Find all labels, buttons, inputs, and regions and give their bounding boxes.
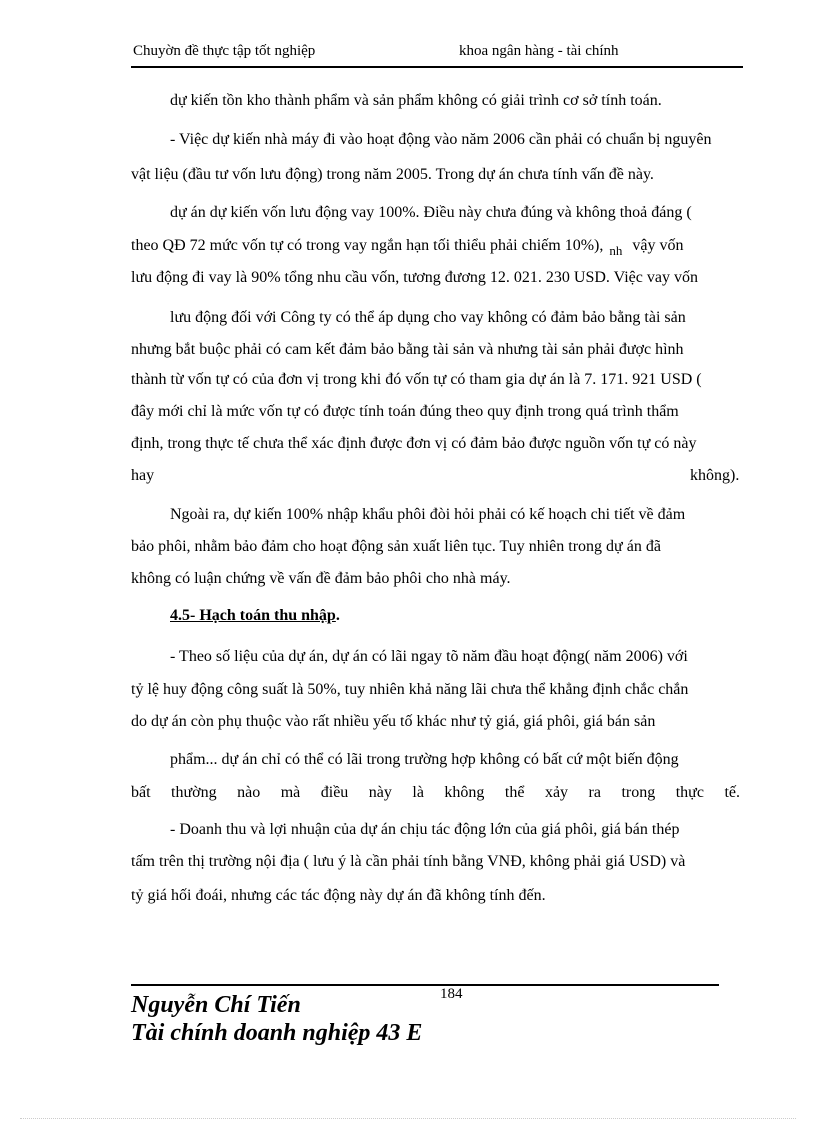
page-number: 184 (440, 986, 463, 1002)
text-line: - Theo số liệu của dự án, dự án có lãi ngay tõ năm đầu hoạt động( năm 2006) với (170, 648, 688, 665)
text-line: bảo phôi, nhằm bảo đảm cho hoạt động sản xuất liên tục. Tuy nhiên trong dự án đã (131, 538, 661, 555)
text-line: vật liệu (đầu tư vốn lưu động) trong năm 2005. Trong dự án chưa tính vấn đề này. (131, 166, 654, 183)
text-line: không). (690, 467, 740, 484)
text-segment: vậy vốn (632, 237, 684, 254)
text-line: tỷ giá hối đoái, nhưng các tác động này dự án đã không tính đến. (131, 887, 546, 904)
text-line: định, trong thực tế chưa thể xác định được đơn vị có đảm bảo được nguồn vốn tự có này (131, 435, 697, 452)
text-line: lưu động đi vay là 90% tổng nhu cầu vốn, tương đương 12. 021. 230 USD. Việc vay vốn (131, 269, 698, 286)
header-department: khoa ngân hàng - tài chính (459, 43, 619, 59)
footer-class: Tài chính doanh nghiệp 43 E (131, 1020, 423, 1046)
text-line: tỷ lệ huy động công suất là 50%, tuy nhiên khả năng lãi chưa thể khẳng định chắc chắn (131, 681, 689, 698)
text-line: đây mới chỉ là mức vốn tự có được tính toán đúng theo quy định trong quá trình thẩm (131, 403, 679, 420)
text-line: - Doanh thu và lợi nhuận của dự án chịu tác động lớn của giá phôi, giá bán thép (170, 821, 680, 838)
section-heading-text: 4.5- Hạch toán thu nhập (170, 607, 336, 624)
text-line: Ngoài ra, dự kiến 100% nhập khẩu phôi đòi hỏi phải có kế hoạch chi tiết về đảm (170, 506, 686, 523)
text-segment-sub: nh (609, 243, 623, 258)
text-line: phẩm... dự án chỉ có thể có lãi trong trường hợp không có bất cứ một biến động (170, 751, 679, 768)
section-heading (170, 607, 340, 625)
footer-author: Nguyễn Chí Tiến (131, 992, 301, 1018)
text-line: bất thường nào mà điều này là không thể xảy ra trong thực tế. (131, 784, 740, 801)
header-title: Chuyờn đề thực tập tốt nghiệp (133, 43, 316, 59)
text-line: nhưng bắt buộc phải có cam kết đảm bảo bằng tài sản và nhưng tài sản phải được hình (131, 341, 684, 358)
text-line: hay (131, 467, 155, 484)
text-line: tấm trên thị trường nội địa ( lưu ý là cần phải tính bằng VNĐ, không phải giá USD) và (131, 853, 686, 870)
text-line: dự án dự kiến vốn lưu động vay 100%. Điều này chưa đúng và không thoả đáng ( (170, 204, 692, 221)
footer-divider (131, 984, 719, 986)
text-line-with-sub (131, 236, 683, 256)
text-line: lưu động đối với Công ty có thể áp dụng cho vay không có đảm bảo bằng tài sản (170, 309, 686, 326)
text-line: dự kiến tồn kho thành phẩm và sản phẩm không có giải trình cơ sở tính toán. (170, 92, 662, 109)
text-line: - Việc dự kiến nhà máy đi vào hoạt động vào năm 2006 cần phải có chuẩn bị nguyên (170, 131, 712, 148)
text-line: không có luận chứng về vấn đề đảm bảo phôi cho nhà máy. (131, 570, 511, 587)
text-segment: theo QĐ 72 mức vốn tự có trong vay ngắn hạn tối thiểu phải chiếm 10%), (131, 237, 604, 254)
page-header (131, 40, 743, 68)
section-heading-dot: . (335, 607, 340, 624)
text-line: do dự án còn phụ thuộc vào rất nhiều yếu tố khác như tỷ giá, giá phôi, giá bán sản (131, 713, 656, 730)
page-bottom-rule (20, 1118, 796, 1119)
text-line: thành từ vốn tự có của đơn vị trong khi đó vốn tự có tham gia dự án là 7. 171. 921 USD ( (131, 371, 702, 388)
